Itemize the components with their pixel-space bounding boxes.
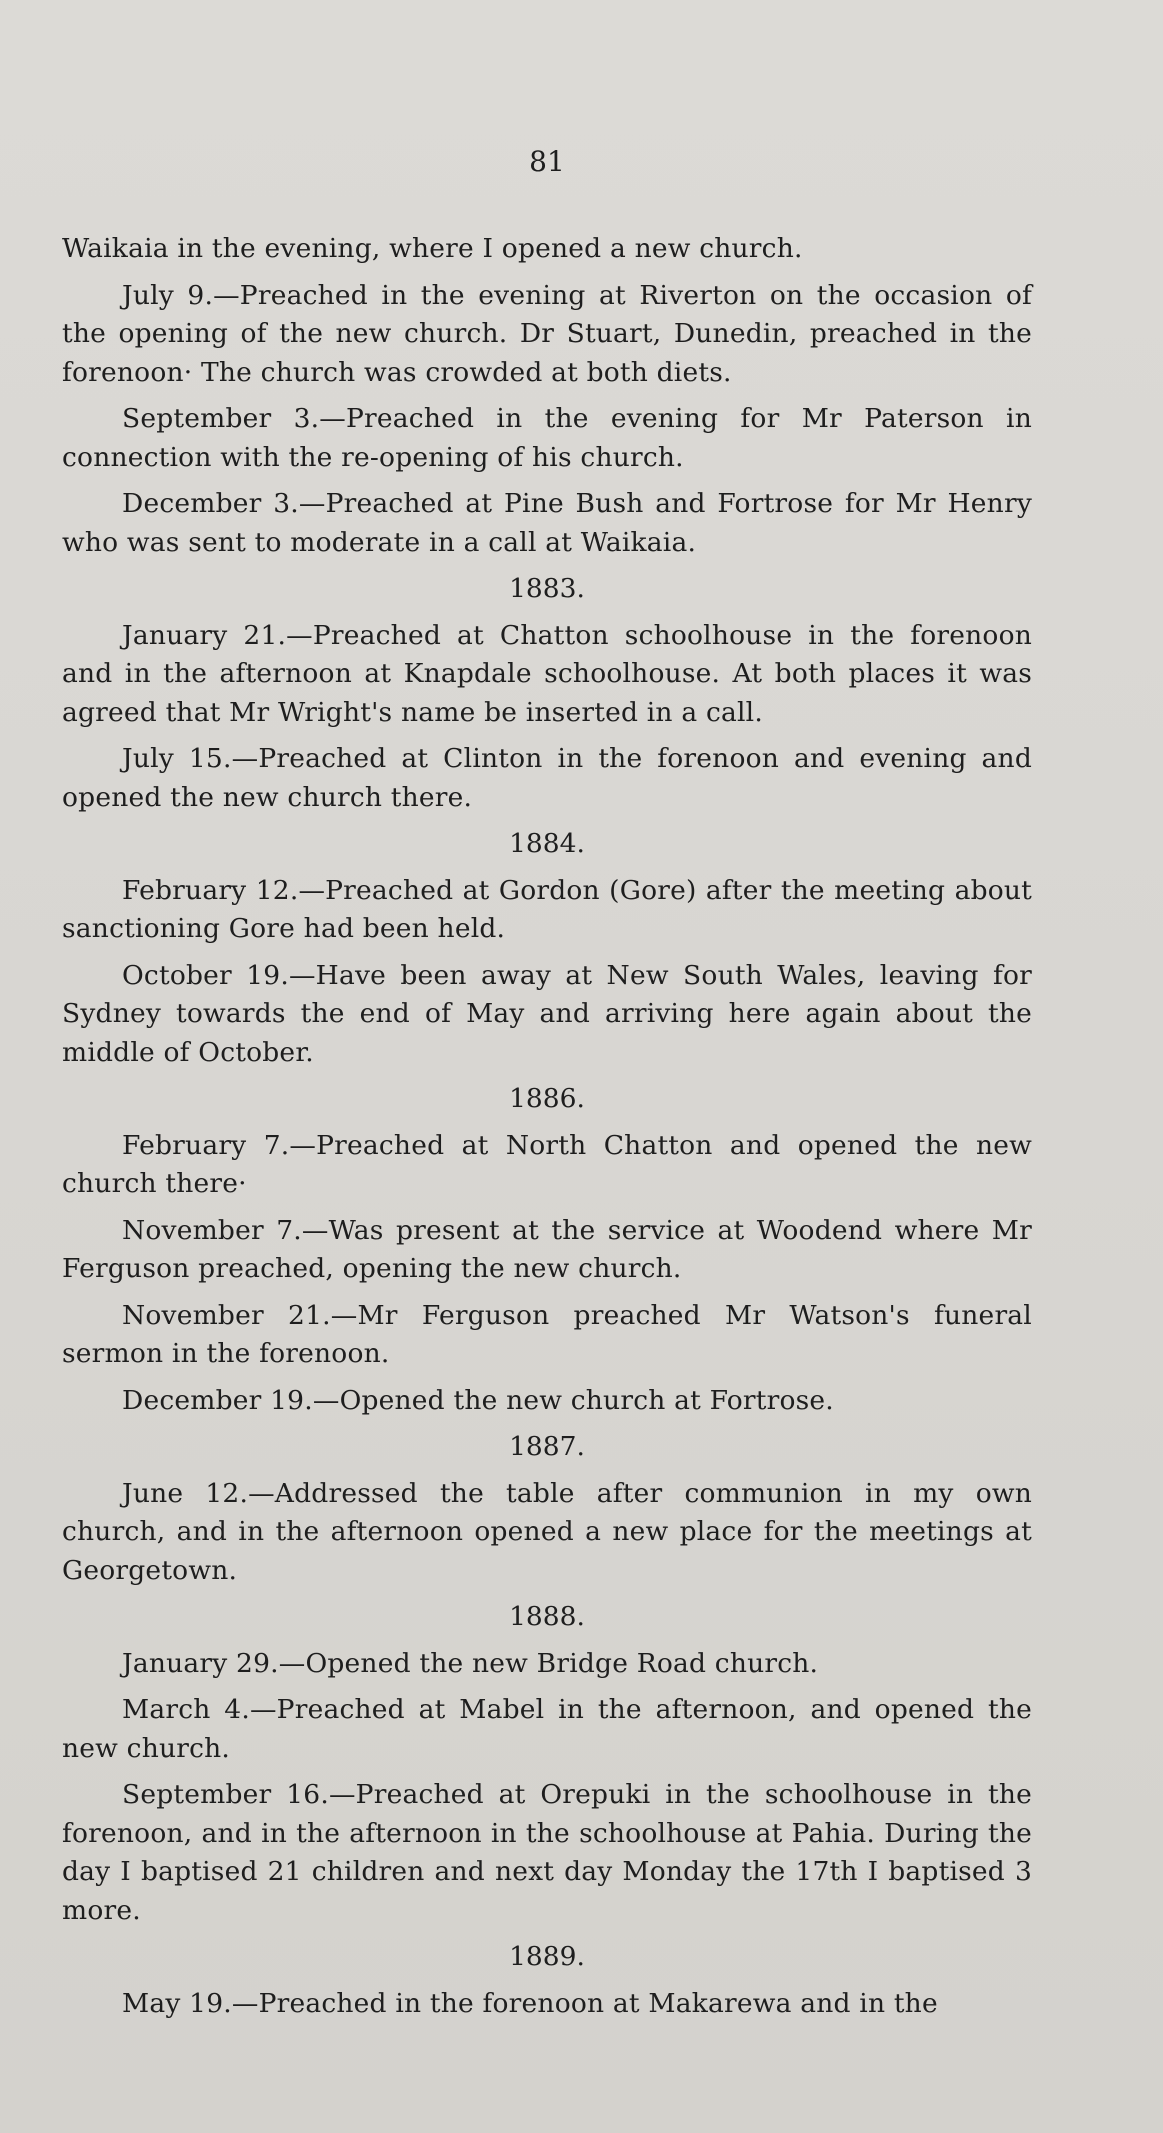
book-page [62, 138, 1032, 2031]
diary-entry: February 7.—Preached at North Chatton and opened the new church there· [62, 1129, 1032, 1199]
diary-entry: May 19.—Preached in the forenoon at Makarewa and in the [122, 1987, 938, 2019]
diary-entry: January 29.—Opened the new Bridge Road church. [122, 1647, 819, 1679]
diary-entry: July 15.—Preached at Clinton in the forenoon and evening and opened the new church there. [62, 743, 1032, 813]
year-heading: 1889. [509, 1941, 585, 1972]
diary-entry: October 19.—Have been away at New South Wales, leaving for Sydney towards the end of May and arriving here again about the middle of October. [62, 959, 1032, 1068]
continuation-text: Waikaia in the evening, where I opened a new church. [62, 233, 803, 264]
diary-entry: December 3.—Preached at Pine Bush and Fortrose for Mr Henry who was sent to moderate in a call at Waikaia. [62, 488, 1032, 558]
year-heading: 1887. [509, 1431, 585, 1462]
diary-entry: November 7.—Was present at the service at Woodend where Mr Ferguson preached, opening the new church. [62, 1214, 1032, 1284]
diary-entry: July 9.—Preached in the evening at Riverton on the occasion of the opening of the new church. Dr Stuart, Dunedin, preached in the forenoon· The church was crowded at both diets. [62, 279, 1032, 388]
year-heading: 1883. [509, 573, 585, 604]
diary-entry: January 21.—Preached at Chatton schoolhouse in the forenoon and in the afternoon at Knapdale schoolhouse. At both places it was agreed that Mr Wright's name be inserted in a call. [62, 619, 1032, 728]
diary-entry: September 16.—Preached at Orepuki in the schoolhouse in the forenoon, and in the afternoon in the schoolhouse at Pahia. During the day I baptised 21 children and next day Monday the 17th I baptised 3 more. [62, 1779, 1032, 1926]
page-number: 81 [529, 145, 565, 178]
diary-entry: June 12.—Addressed the table after communion in my own church, and in the afternoon opened a new place for the meetings at Georgetown. [62, 1477, 1032, 1586]
diary-entry: February 12.—Preached at Gordon (Gore) after the meeting about sanctioning Gore had been held. [62, 874, 1032, 944]
diary-entry: March 4.—Preached at Mabel in the afternoon, and opened the new church. [62, 1694, 1032, 1764]
year-heading: 1886. [509, 1083, 585, 1114]
year-heading: 1884. [509, 828, 585, 859]
diary-entry: November 21.—Mr Ferguson preached Mr Watson's funeral sermon in the forenoon. [62, 1299, 1032, 1369]
diary-entry: September 3.—Preached in the evening for Mr Paterson in connection with the re-opening of his church. [62, 403, 1032, 473]
diary-entry: December 19.—Opened the new church at Fortrose. [122, 1384, 834, 1416]
year-heading: 1888. [509, 1601, 585, 1632]
